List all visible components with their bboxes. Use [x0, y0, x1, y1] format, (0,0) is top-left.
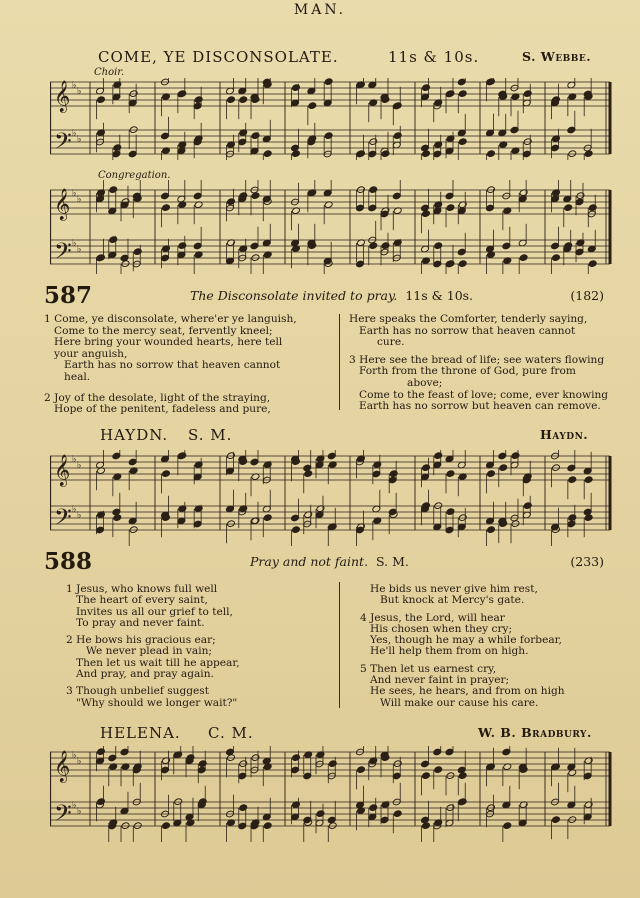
- tune-heading-helena: [100, 724, 600, 746]
- note-head: [263, 514, 272, 522]
- note-head: [519, 254, 528, 262]
- note-head: [446, 508, 455, 516]
- verse-line: 2 He bows his gracious ear;: [66, 634, 216, 647]
- note-head: [434, 766, 443, 774]
- verses-right-column: [349, 314, 629, 413]
- note-head: [422, 84, 431, 92]
- verse-line: your anguish,: [54, 347, 128, 360]
- verse-line: Invites us all our grief to tell,: [76, 605, 233, 618]
- verse-line: Will make our cause his care.: [380, 696, 539, 709]
- note-head: [499, 464, 508, 472]
- bass-clef-icon: 𝄢: [54, 799, 72, 832]
- note-head: [446, 204, 455, 212]
- note-head: [239, 804, 248, 812]
- hymn-title: The Disconsolate invited to pray.: [190, 288, 398, 303]
- verse-line: 2 Joy of the desolate, light of the straying,: [44, 391, 271, 404]
- key-signature-icon: ♭: [77, 460, 82, 471]
- note-head: [434, 242, 443, 250]
- note-head: [393, 810, 402, 818]
- note-head: [458, 798, 467, 806]
- music-system-2: [50, 180, 615, 274]
- key-signature-icon: ♭: [77, 194, 82, 205]
- hymn-number: 588: [44, 548, 93, 575]
- note-head: [422, 772, 431, 780]
- hymn-meter: S. M.: [376, 554, 409, 569]
- verse-line: cure.: [377, 336, 405, 349]
- note-head: [552, 816, 561, 824]
- note-head: [328, 760, 337, 768]
- verse-line: Earth has no sorrow that heaven cannot: [359, 324, 576, 337]
- tune-heading-come-ye-disconsolate: [98, 48, 598, 70]
- note-head: [487, 78, 496, 85]
- tune-name: HELENA.: [100, 724, 181, 742]
- note-head: [308, 102, 317, 110]
- note-head: [162, 470, 171, 478]
- note-head: [568, 476, 577, 484]
- note-head: [194, 96, 203, 104]
- tune-meter: S. M.: [188, 426, 233, 444]
- verse-line: above;: [407, 376, 443, 389]
- note-head: [552, 254, 561, 262]
- note-head: [369, 186, 378, 194]
- note-head: [389, 470, 398, 478]
- key-signature-icon: ♭: [77, 86, 82, 97]
- note-head: [446, 260, 455, 268]
- note-head: [381, 150, 390, 158]
- treble-clef-icon: 𝄞: [54, 187, 71, 220]
- note-head: [263, 822, 272, 830]
- hymn-588-verses: [66, 584, 626, 714]
- note-head: [487, 526, 496, 534]
- note-head: [511, 452, 520, 460]
- note-head: [292, 754, 301, 762]
- verse-line: 3 Here see the bread of life; see waters flowing: [349, 353, 605, 366]
- verse-line: 4 Jesus, the Lord, will hear: [360, 611, 505, 624]
- tune-meter: 11s & 10s.: [388, 48, 480, 66]
- verse-line: 1 Jesus, who knows full well: [66, 583, 218, 595]
- note-head: [458, 138, 467, 146]
- note-head: [227, 96, 236, 104]
- verse-line: We never plead in vain;: [86, 645, 213, 658]
- note-head: [523, 90, 532, 98]
- hymn-title: Pray and not faint.: [250, 554, 369, 569]
- verse-line: Yes, though he may a while forbear,: [370, 634, 562, 647]
- tune-meter: C. M.: [208, 724, 254, 742]
- verse-line: And pray, and pray again.: [76, 668, 214, 681]
- note-head: [162, 204, 171, 212]
- verses-left-column: [66, 584, 336, 709]
- hymn-number: 587: [44, 282, 93, 309]
- hymn-meter: 11s & 10s.: [405, 288, 474, 303]
- running-head: MAN.: [293, 2, 347, 18]
- key-signature-icon: ♭: [72, 504, 77, 515]
- note-head: [227, 198, 236, 206]
- note-head: [198, 760, 207, 768]
- note-head: [393, 102, 402, 110]
- note-head: [109, 236, 118, 244]
- note-head: [178, 90, 187, 98]
- note-head: [97, 96, 106, 104]
- note-head: [422, 464, 431, 472]
- note-head: [523, 502, 532, 510]
- verse-line: He sees, he hears, and from on high: [370, 685, 565, 698]
- verses-right-column: [360, 584, 626, 709]
- note-head: [487, 150, 496, 158]
- note-head: [292, 84, 301, 92]
- key-signature-icon: ♭: [77, 510, 82, 521]
- key-signature-icon: ♭: [72, 750, 77, 761]
- verse-line: Hope of the penitent, fadeless and pure,: [54, 403, 271, 416]
- note-head: [178, 242, 187, 250]
- hymn-reference: (233): [570, 554, 604, 569]
- treble-clef-icon: 𝄞: [54, 453, 71, 486]
- treble-clef-icon: 𝄞: [54, 79, 71, 112]
- note-head: [588, 204, 597, 212]
- note-head: [316, 810, 325, 818]
- note-head: [292, 526, 301, 534]
- bass-clef-icon: 𝄢: [54, 237, 72, 270]
- verse-line: "Why should we longer wait?": [76, 696, 238, 709]
- verse-line: Here speaks the Comforter, tenderly saying,: [349, 313, 588, 325]
- key-signature-icon: ♭: [77, 134, 82, 145]
- note-head: [458, 90, 467, 98]
- verse-line: 5 Then let us earnest cry,: [360, 662, 497, 675]
- note-head: [97, 748, 106, 756]
- verse-line: The heart of every saint,: [76, 594, 208, 607]
- note-head: [357, 150, 366, 158]
- tune-composer: S. Webbe.: [522, 49, 592, 64]
- tune-composer: W. B. Bradbury.: [478, 725, 592, 740]
- verse-line: Then let us wait till he appear,: [76, 656, 240, 669]
- congregation-label: Congregation.: [98, 170, 171, 181]
- verses-left-column: [44, 314, 334, 416]
- key-signature-icon: ♭: [72, 80, 77, 91]
- bass-clef-icon: 𝄢: [54, 503, 72, 536]
- verse-line: heal.: [64, 370, 91, 383]
- verse-line: Come to the feast of love; come, ever knowing: [359, 388, 609, 401]
- hymn-587-verses: [44, 314, 624, 414]
- key-signature-icon: ♭: [72, 188, 77, 199]
- note-head: [239, 96, 248, 104]
- tune-heading-haydn: [100, 426, 594, 448]
- key-signature-icon: ♭: [72, 128, 77, 139]
- note-head: [588, 260, 597, 268]
- verse-line: Earth has no sorrow but heaven can remove.: [359, 400, 601, 413]
- verse-line: Here bring your wounded hearts, here tell: [54, 336, 283, 349]
- note-head: [393, 132, 402, 140]
- key-signature-icon: ♭: [77, 244, 82, 255]
- key-signature-icon: ♭: [77, 756, 82, 767]
- note-head: [251, 132, 260, 140]
- column-divider: [339, 582, 340, 708]
- tune-name: HAYDN.: [100, 426, 169, 444]
- verse-line: 1 Come, ye disconsolate, where'er ye languish,: [44, 313, 297, 325]
- note-head: [133, 248, 142, 256]
- verse-line: His chosen when they cry;: [370, 622, 513, 635]
- note-head: [564, 204, 573, 212]
- verse-line: Come to the mercy seat, fervently kneel;: [54, 324, 273, 337]
- note-head: [357, 766, 366, 774]
- treble-clef-icon: 𝄞: [54, 749, 71, 782]
- tune-composer: Haydn.: [540, 427, 589, 442]
- hymn-588-heading: [44, 548, 604, 578]
- verse-line: Earth has no sorrow that heaven cannot: [64, 359, 281, 372]
- note-head: [584, 476, 593, 484]
- note-head: [458, 260, 467, 268]
- note-head: [263, 150, 272, 158]
- note-head: [324, 132, 333, 140]
- verse-line: But knock at Mercy's gate.: [380, 594, 525, 607]
- note-head: [434, 452, 443, 460]
- key-signature-icon: ♭: [72, 454, 77, 465]
- music-system-1: [50, 78, 615, 160]
- verse-line: He'll help them from on high.: [370, 645, 529, 658]
- note-head: [113, 144, 122, 152]
- note-head: [162, 822, 171, 830]
- verse-line: And never faint in prayer;: [370, 674, 510, 687]
- verse-line: 3 Though unbelief suggest: [66, 685, 209, 698]
- note-head: [324, 78, 333, 85]
- note-head: [568, 514, 577, 522]
- note-head: [446, 470, 455, 478]
- verse-line: To pray and never faint.: [76, 616, 205, 629]
- note-head: [369, 804, 378, 812]
- hymn-reference: (182): [570, 288, 604, 303]
- note-head: [97, 254, 106, 262]
- key-signature-icon: ♭: [77, 806, 82, 817]
- note-head: [109, 186, 118, 194]
- note-head: [503, 822, 512, 830]
- tune-name: COME, YE DISCONSOLATE.: [98, 48, 339, 66]
- verse-line: He bids us never give him rest,: [370, 583, 538, 595]
- note-head: [381, 242, 390, 250]
- note-head: [446, 90, 455, 98]
- music-system-4: [50, 746, 615, 842]
- choir-label: Choir.: [94, 67, 125, 78]
- verse-line: Forth from the throne of God, pure from: [359, 365, 576, 378]
- column-divider: [339, 314, 340, 410]
- bass-clef-icon: 𝄢: [54, 127, 72, 160]
- note-head: [487, 470, 496, 478]
- key-signature-icon: ♭: [72, 238, 77, 249]
- music-system-3: [50, 450, 615, 546]
- hymn-587-heading: [44, 282, 604, 312]
- key-signature-icon: ♭: [72, 800, 77, 811]
